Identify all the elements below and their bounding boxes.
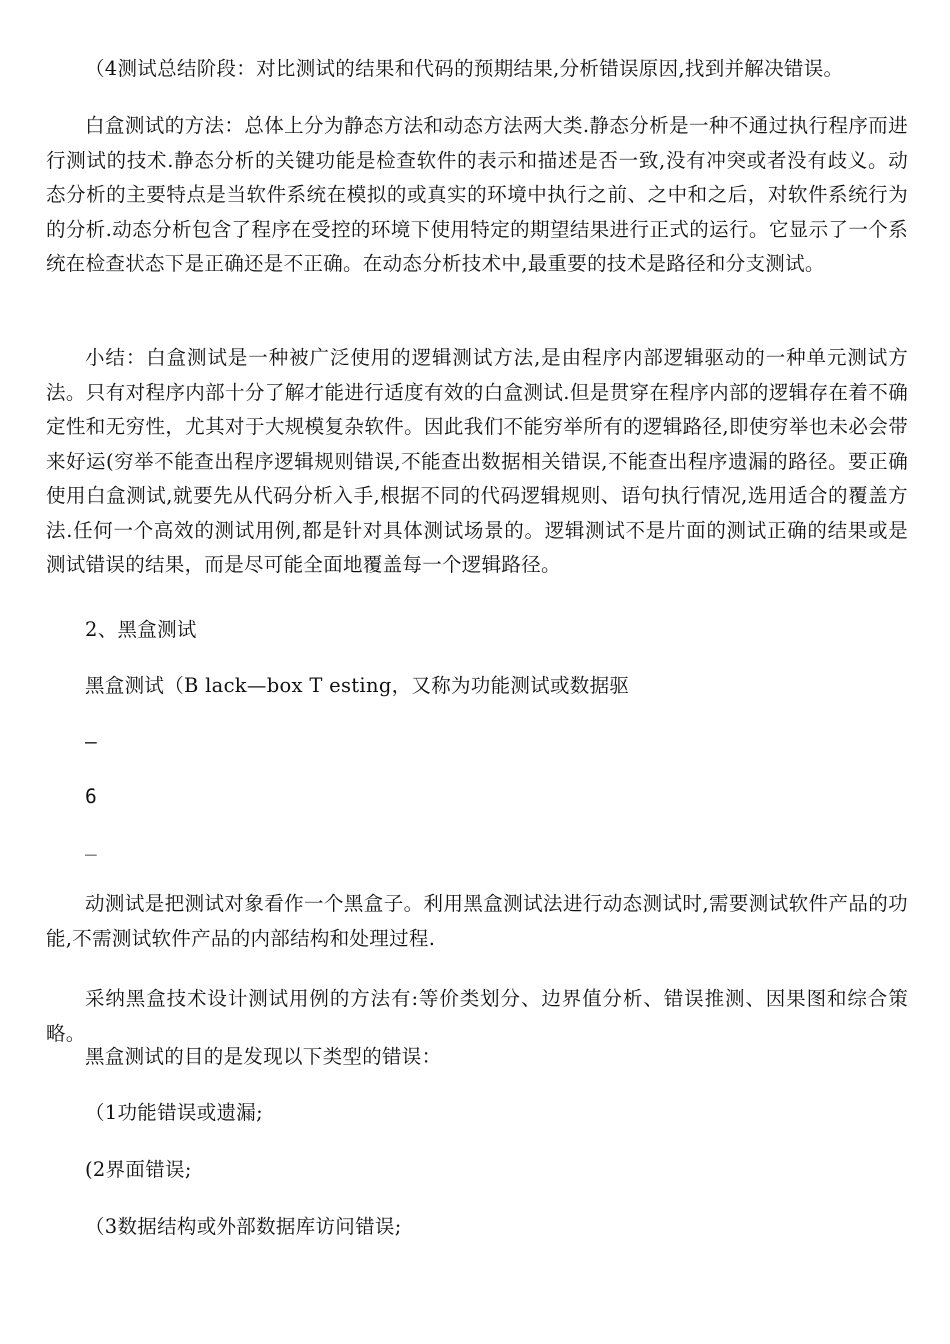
list-item-1: （1功能错误或遗漏; xyxy=(85,1101,263,1124)
paragraph-blackbox-definition: 动测试是把测试对象看作一个黑盒子。利用黑盒测试法进行动态测试时,需要测试软件产品的功能,不需测试软件产品的内部结构和处理过程. xyxy=(46,892,908,950)
paragraph-whitebox-methods: 白盒测试的方法：总体上分为静态方法和动态方法两大类.静态分析是一种不通过执行程序而进行测试的技术.静态分析的关键功能是检查软件的表示和描述是否一致,没有冲突或者没有歧义。动态分析的主要特点是当软件系统在模拟的或真实的环境中执行之前、之中和之后，对软件系统行为的分析.动态分析包含了程序在受控的环境下使用特定的期望结果进行正式的运行。它显示了一个系统在检查状态下是正确还是不正确。在动态分析技术中,最重要的技术是路径和分支测试。 xyxy=(46,114,908,275)
page-break-underscore: _ xyxy=(85,833,98,856)
paragraph-summary: 小结：白盒测试是一种被广泛使用的逻辑测试方法,是由程序内部逻辑驱动的一种单元测试方法。只有对程序内部十分了解才能进行适度有效的白盒测试.但是贯穿在程序内部的逻辑存在着不确定性和无穷性，尤其对于大规模复杂软件。因此我们不能穷举所有的逻辑路径,即使穷举也未必会带来好运(穷举不能查出程序逻辑规则错误,不能查出数据相关错误,不能查出程序遗漏的路径。要正确使用白盒测试,就要先从代码分析入手,根据不同的代码逻辑规则、语句执行情况,选用适合的覆盖方法.任何一个高效的测试用例,都是针对具体测试场景的。逻辑测试不是片面的测试正确的结果或是测试错误的结果，而是尽可能全面地覆盖每一个逻辑路径。 xyxy=(46,346,908,576)
paragraph-blackbox-goal: 黑盒测试的目的是发现以下类型的错误： xyxy=(85,1045,442,1068)
paragraph-blackbox-intro: 黑盒测试（B lack—box T esting，又称为功能测试或数据驱 xyxy=(85,674,630,697)
section-heading-blackbox: 2、黑盒测试 xyxy=(85,618,197,641)
paragraph-test-summary-stage: （4测试总结阶段：对比测试的结果和代码的预期结果,分析错误原因,找到并解决错误。 xyxy=(85,57,844,80)
paragraph-blackbox-design-methods: 采纳黑盒技术设计测试用例的方法有:等价类划分、边界值分析、错误推测、因果图和综合策略。 xyxy=(46,987,908,1045)
page-break-dash: — xyxy=(85,730,98,753)
list-item-3: （3数据结构或外部数据库访问错误; xyxy=(85,1215,402,1238)
list-item-2: (2界面错误; xyxy=(85,1158,192,1181)
page-number: 6 xyxy=(85,785,98,808)
